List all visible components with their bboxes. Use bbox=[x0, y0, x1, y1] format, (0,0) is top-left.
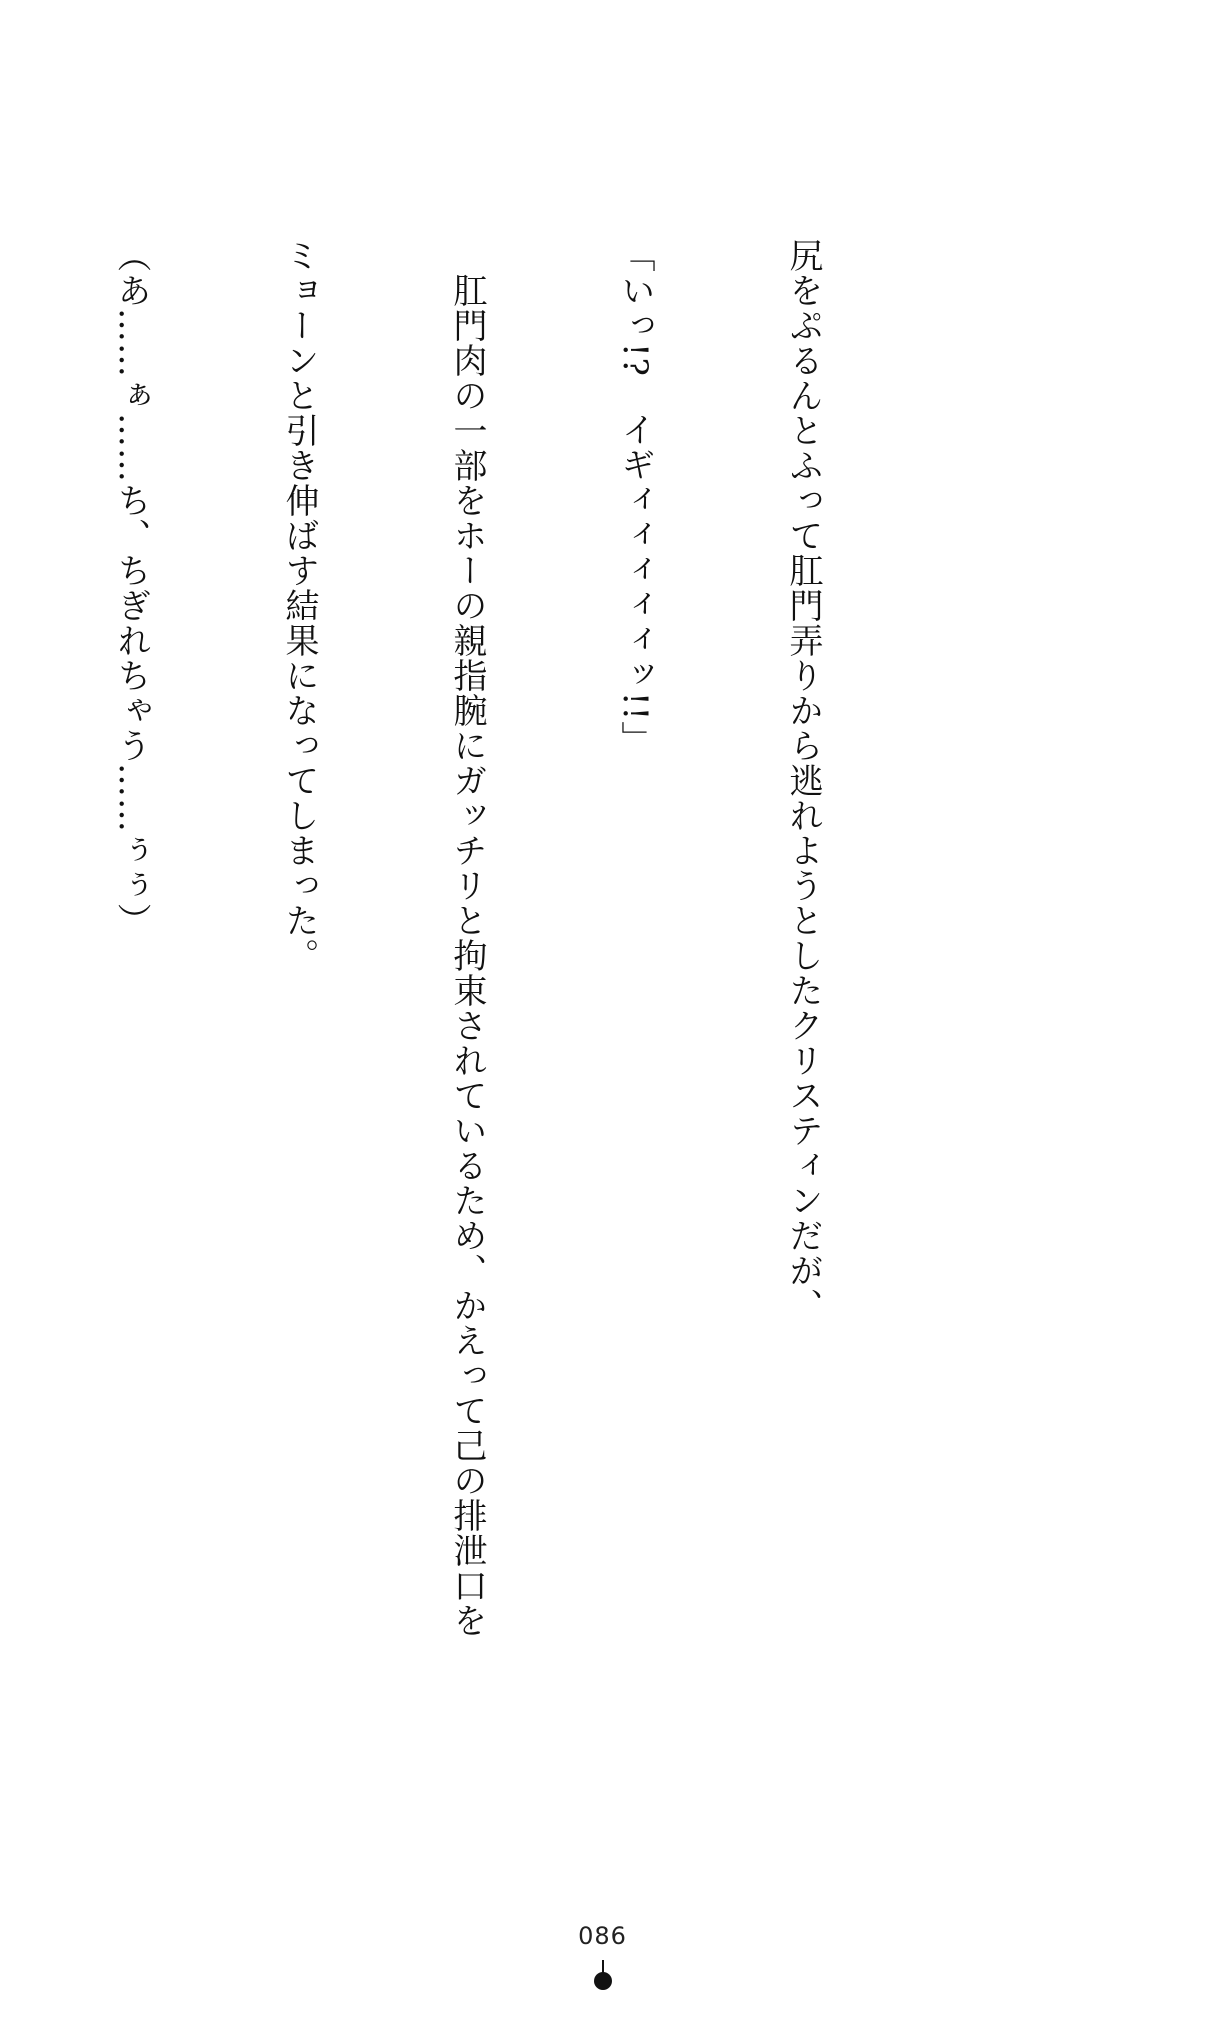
text-line: 「いっ!? イギィィィィィッ!!」 bbox=[615, 238, 655, 757]
text-line: 尻をぷるんとふって肛門弄りから逃れようとしたクリスティンだが、 bbox=[783, 238, 823, 1323]
text-line: （あ……ぁ……ち、ちぎれちゃう……ぅぅ） bbox=[111, 238, 151, 938]
text-line: 肛門肉の一部をホーの親指腕にガッチリと拘束されているため、かえって己の排泄口を bbox=[447, 238, 487, 1638]
vertical-text-block bbox=[0, 238, 943, 1688]
text-line: ミョーンと引き伸ばす結果になってしまった。 bbox=[279, 238, 319, 973]
page-number: 086 bbox=[578, 1922, 627, 1950]
page-marker-dot-icon bbox=[594, 1972, 612, 1990]
